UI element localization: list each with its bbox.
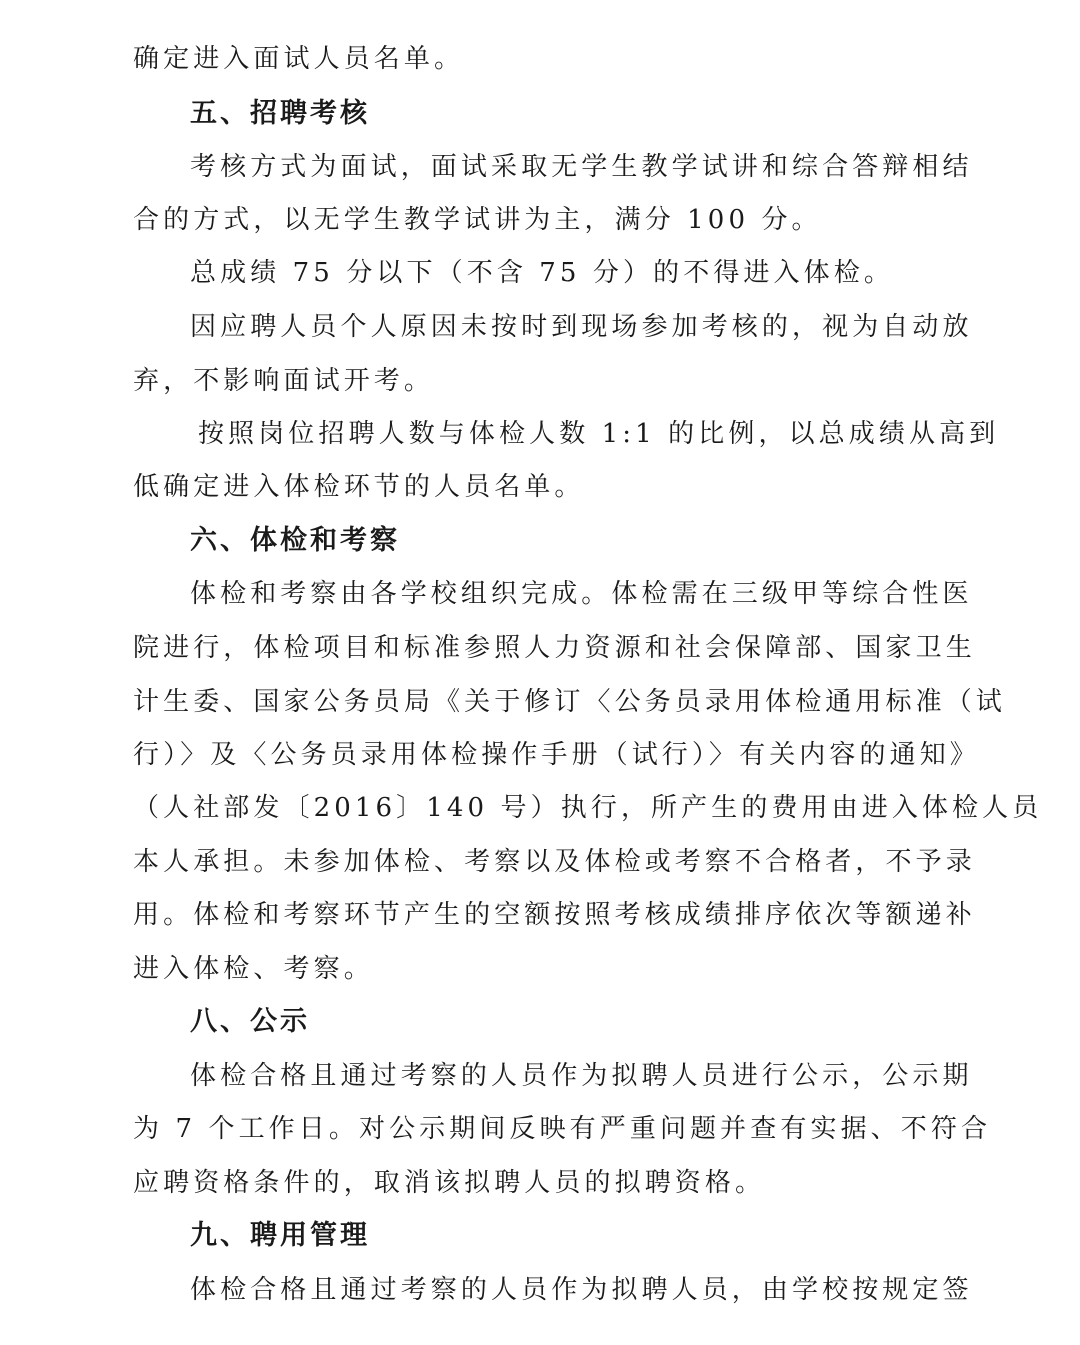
paragraph-line: 因应聘人员个人原因未按时到现场参加考核的，视为自动放 bbox=[190, 312, 973, 342]
paragraph-line: 体检合格且通过考察的人员作为拟聘人员，由学校按规定签 bbox=[190, 1275, 973, 1305]
paragraph-line: 确定进入面试人员名单。 bbox=[133, 44, 465, 74]
section-heading-medical-and-inspection: 六、体检和考察 bbox=[190, 525, 400, 556]
paragraph-line: 本人承担。未参加体检、考察以及体检或考察不合格者，不予录 bbox=[133, 847, 976, 877]
paragraph-line: （人社部发〔2016〕140 号）执行，所产生的费用由进入体检人员 bbox=[133, 793, 1043, 823]
section-heading-publicity: 八、公示 bbox=[190, 1006, 310, 1037]
paragraph-line: 应聘资格条件的，取消该拟聘人员的拟聘资格。 bbox=[133, 1168, 766, 1198]
paragraph-line: 考核方式为面试，面试采取无学生教学试讲和综合答辩相结 bbox=[190, 152, 973, 182]
paragraph-line: 按照岗位招聘人数与体检人数 1:1 的比例，以总成绩从高到 bbox=[198, 419, 1000, 449]
paragraph-line: 弃，不影响面试开考。 bbox=[133, 366, 435, 396]
section-heading-employment-management: 九、聘用管理 bbox=[190, 1220, 370, 1251]
paragraph-line: 进入体检、考察。 bbox=[133, 954, 374, 984]
paragraph-line: 院进行，体检项目和标准参照人力资源和社会保障部、国家卫生 bbox=[133, 633, 976, 663]
paragraph-line: 合的方式，以无学生教学试讲为主，满分 100 分。 bbox=[133, 205, 822, 235]
paragraph-line: 为 7 个工作日。对公示期间反映有严重问题并查有实据、不符合 bbox=[133, 1114, 992, 1144]
paragraph-line: 低确定进入体检环节的人员名单。 bbox=[133, 472, 585, 502]
paragraph-line: 体检合格且通过考察的人员作为拟聘人员进行公示，公示期 bbox=[190, 1061, 973, 1091]
paragraph-line: 总成绩 75 分以下（不含 75 分）的不得进入体检。 bbox=[190, 258, 894, 288]
paragraph-line: 计生委、国家公务员局《关于修订〈公务员录用体检通用标准（试 bbox=[133, 687, 1006, 717]
section-heading-recruitment-assessment: 五、招聘考核 bbox=[190, 98, 370, 129]
paragraph-line: 用。体检和考察环节产生的空额按照考核成绩排序依次等额递补 bbox=[133, 900, 976, 930]
paragraph-line: 行）〉及〈公务员录用体检操作手册（试行）〉有关内容的通知》 bbox=[133, 740, 980, 770]
paragraph-line: 体检和考察由各学校组织完成。体检需在三级甲等综合性医 bbox=[190, 579, 973, 609]
